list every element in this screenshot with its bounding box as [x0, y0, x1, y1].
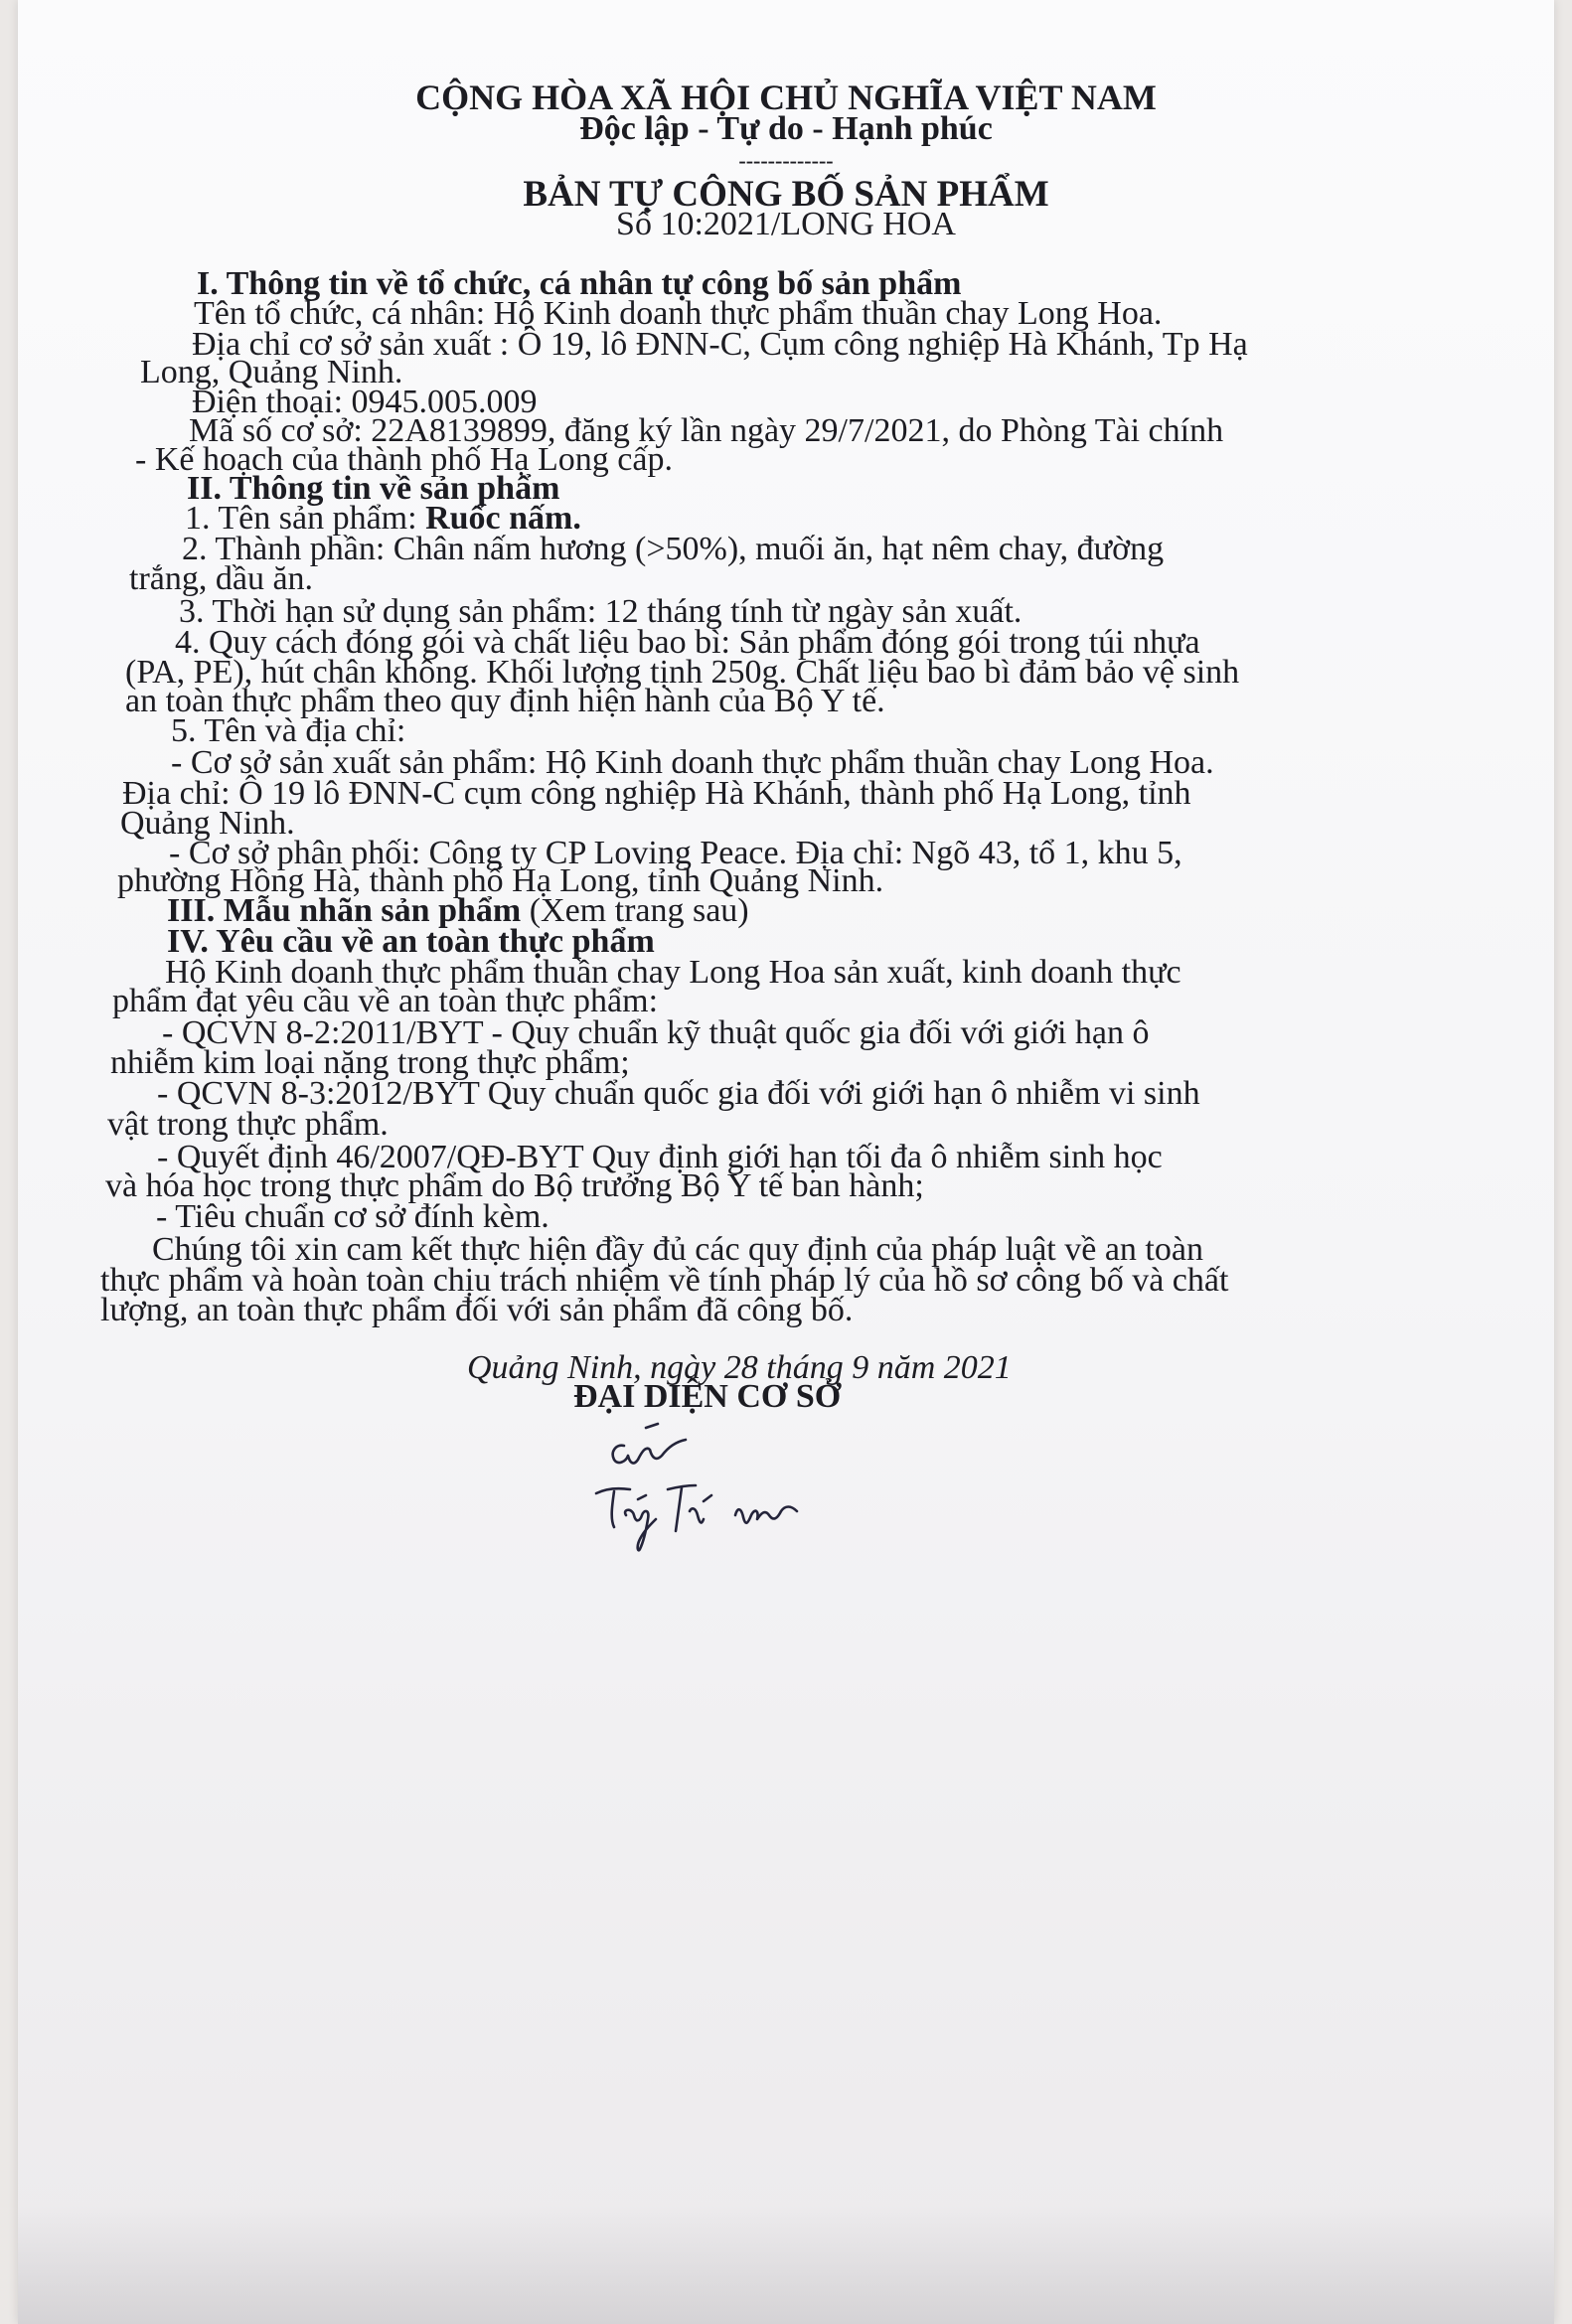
- section-4-heading: IV. Yêu cầu về an toàn thực phẩm: [167, 923, 655, 960]
- standard-3-cont: và hóa học trong thực phẩm do Bộ trưởng Bộ Y tế ban hành;: [105, 1167, 924, 1204]
- page-shadow: [18, 2205, 1554, 2324]
- standard-2: - QCVN 8-3:2012/BYT Quy chuẩn quốc gia đối với giới hạn ô nhiễm vi sinh: [157, 1075, 1200, 1112]
- product-name: Ruốc nấm.: [425, 500, 581, 537]
- manufacturer: - Cơ sở sản xuất sản phẩm: Hộ Kinh doanh thực phẩm thuần chay Long Hoa.: [171, 744, 1214, 781]
- shelf-life: 3. Thời hạn sử dụng sản phẩm: 12 tháng tính từ ngày sản xuất.: [179, 593, 1022, 630]
- production-address-cont: Long, Quảng Ninh.: [140, 354, 403, 390]
- manufacturer-address: Địa chỉ: Ô 19 lô ĐNN-C cụm công nghiệp Hà Khánh, thành phố Hạ Long, tỉnh: [122, 775, 1191, 812]
- product-name-label: 1. Tên sản phẩm:: [185, 500, 426, 537]
- phone: Điện thoại: 0945.005.009: [192, 384, 538, 420]
- signature: [586, 1416, 845, 1565]
- document-title: BẢN TỰ CÔNG BỐ SẢN PHẨM: [523, 174, 1049, 215]
- section-3-note: (Xem trang sau): [521, 892, 749, 929]
- packaging-cont-2: an toàn thực phẩm theo quy định hiện hành của Bộ Y tế.: [125, 683, 885, 719]
- distributor: - Cơ sở phân phối: Công ty CP Loving Peace. Địa chỉ: Ngõ 43, tổ 1, khu 5,: [169, 835, 1182, 871]
- facility-code: Mã số cơ sở: 22A8139899, đăng ký lần ngày 29/7/2021, do Phòng Tài chính: [189, 412, 1224, 449]
- manufacturer-address-cont: Quảng Ninh.: [120, 805, 295, 842]
- safety-intro: Hộ Kinh doanh thực phẩm thuần chay Long Hoa sản xuất, kinh doanh thực: [165, 954, 1181, 991]
- commitment: Chúng tôi xin cam kết thực hiện đầy đủ các quy định của pháp luật về an toàn: [152, 1231, 1203, 1268]
- ingredients-cont: trắng, dầu ăn.: [129, 560, 314, 597]
- safety-intro-cont: phẩm đạt yêu cầu về an toàn thực phẩm:: [112, 983, 659, 1019]
- place-date: Quảng Ninh, ngày 28 tháng 9 năm 2021: [467, 1349, 1012, 1386]
- facility-code-cont: - Kế hoạch của thành phố Hạ Long cấp.: [135, 441, 673, 478]
- header-rule: -------------: [738, 148, 834, 173]
- packaging: 4. Quy cách đóng gói và chất liệu bao bì: Sản phẩm đóng gói trong túi nhựa: [175, 624, 1200, 661]
- section-3-heading: III. Mẫu nhãn sản phẩm: [167, 892, 522, 929]
- standard-1-cont: nhiễm kim loại nặng trong thực phẩm;: [110, 1044, 630, 1081]
- org-name: Tên tổ chức, cá nhân: Hộ Kinh doanh thực phẩm thuần chay Long Hoa.: [194, 295, 1163, 332]
- document-number: Số 10:2021/LONG HOA: [616, 206, 956, 242]
- section-2-heading: II. Thông tin về sản phẩm: [187, 470, 560, 507]
- standard-2-cont: vật trong thực phẩm.: [107, 1106, 389, 1143]
- distributor-cont: phường Hồng Hà, thành phố Hạ Long, tỉnh Quảng Ninh.: [117, 862, 884, 899]
- commitment-cont-2: lượng, an toàn thực phẩm đối với sản phẩm đã công bố.: [100, 1292, 854, 1328]
- standard-4: - Tiêu chuẩn cơ sở đính kèm.: [156, 1198, 550, 1235]
- name-address-heading: 5. Tên và địa chỉ:: [171, 712, 406, 749]
- packaging-cont-1: (PA, PE), hút chân không. Khối lượng tịnh 250g. Chất liệu bao bì đảm bảo vệ sinh: [125, 654, 1240, 691]
- representative-title: ĐẠI DIỆN CƠ SỞ: [573, 1378, 842, 1415]
- section-1-heading: I. Thông tin về tổ chức, cá nhân tự công bố sản phẩm: [197, 265, 962, 302]
- ingredients: 2. Thành phần: Chân nấm hương (>50%), muối ăn, hạt nêm chay, đường: [182, 531, 1165, 567]
- nation-header: CỘNG HÒA XÃ HỘI CHỦ NGHĨA VIỆT NAM: [415, 77, 1157, 117]
- motto: Độc lập - Tự do - Hạnh phúc: [579, 110, 993, 147]
- standard-3: - Quyết định 46/2007/QĐ-BYT Quy định giới hạn tối đa ô nhiễm sinh học: [157, 1139, 1163, 1175]
- standard-1: - QCVN 8-2:2011/BYT - Quy chuẩn kỹ thuật quốc gia đối với giới hạn ô: [162, 1014, 1150, 1051]
- production-address: Địa chỉ cơ sở sản xuất : Ô 19, lô ĐNN-C, Cụm công nghiệp Hà Khánh, Tp Hạ: [192, 326, 1248, 363]
- commitment-cont-1: thực phẩm và hoàn toàn chịu trách nhiệm về tính pháp lý của hồ sơ công bố và chất: [100, 1262, 1229, 1299]
